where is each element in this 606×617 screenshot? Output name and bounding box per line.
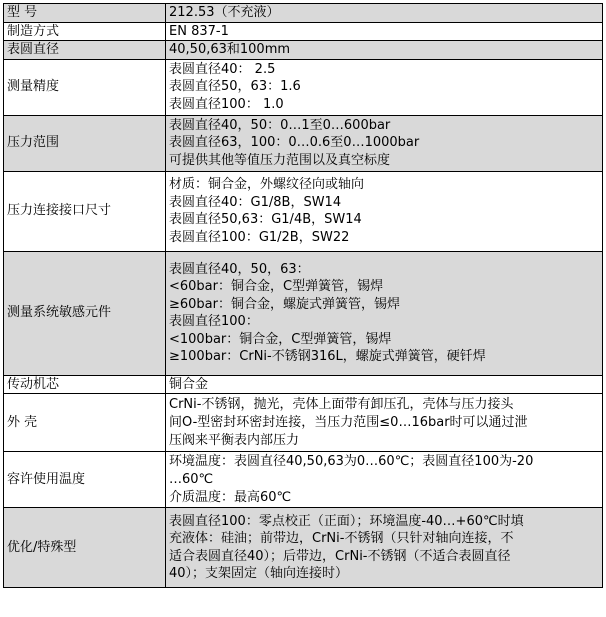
spec-value-line: EN 837-1 <box>169 23 229 39</box>
spec-value-line: …60℃ <box>169 472 214 488</box>
spec-value <box>166 508 603 588</box>
spec-value-line: 压阀来平衡表内部压力 <box>169 432 300 448</box>
spec-value-line: 40,50,63和100mm <box>169 42 291 58</box>
spec-value-line: 表圆直径63，100：0…0.6至0…1000bar <box>169 135 420 151</box>
spec-row <box>4 115 603 171</box>
spec-row <box>4 4 603 23</box>
spec-value-line: CrNi-不锈钢，抛光，壳体上面带有卸压孔，壳体与压力接头 <box>169 397 514 413</box>
spec-value-line: 表圆直径40： 2.5 <box>169 61 276 77</box>
spec-value <box>166 115 603 171</box>
spec-label: 表圆直径 <box>4 41 166 60</box>
spec-table <box>3 3 603 588</box>
spec-value-line: 212.53（不充液） <box>169 5 280 20</box>
spec-value-line: 间O-型密封环密封连接，当压力范围≤0…16bar时可以通过泄 <box>169 415 528 431</box>
spec-row <box>4 251 603 375</box>
spec-value-line: 可提供其他等值压力范围以及真空标度 <box>169 153 391 169</box>
spec-row <box>4 171 603 251</box>
spec-value-line: ≥60bar：铜合金，螺旋式弹簧管，锡焊 <box>169 296 400 312</box>
spec-value <box>166 251 603 375</box>
spec-value <box>166 22 603 41</box>
spec-value-line: 适合表圆直径40）；后带边，CrNi-不锈钢（不适合表圆直径 <box>169 548 511 564</box>
spec-row <box>4 394 603 452</box>
spec-label: 压力连接接口尺寸 <box>4 171 166 251</box>
spec-value-line: 铜合金 <box>169 376 209 392</box>
spec-value-line: 表圆直径100：零点校正（正面）；环境温度-40…+60℃时填 <box>169 513 524 529</box>
spec-label: 传动机芯 <box>4 375 166 394</box>
spec-label: 外 壳 <box>4 394 166 452</box>
spec-label: 容许使用温度 <box>4 452 166 508</box>
spec-value-line: 表圆直径40，50，63： <box>169 261 310 277</box>
spec-value <box>166 394 603 452</box>
spec-value-line: 表圆直径100： 1.0 <box>169 97 284 113</box>
spec-value-line: 介质温度：最高60℃ <box>169 489 292 505</box>
spec-value <box>166 375 603 394</box>
spec-label: 型 号 <box>4 4 166 23</box>
spec-value-line: 表圆直径50,63：G1/4B，SW14 <box>169 212 362 228</box>
spec-value-line: 环境温度：表圆直径40,50,63为0…60℃；表圆直径100为-20 <box>169 454 534 470</box>
spec-value-line: 表圆直径40，50：0…1至0…600bar <box>169 117 391 133</box>
spec-label: 测量系统敏感元件 <box>4 251 166 375</box>
spec-label: 压力范围 <box>4 115 166 171</box>
spec-row <box>4 59 603 115</box>
spec-value <box>166 171 603 251</box>
spec-value <box>166 59 603 115</box>
spec-value-line: 表圆直径100：G1/2B，SW22 <box>169 229 350 245</box>
spec-value-line: 40）；支架固定（轴向连接时） <box>169 566 349 582</box>
spec-row <box>4 375 603 394</box>
spec-value-line: 充液体：硅油；前带边，CrNi-不锈钢（只针对轴向连接，不 <box>169 531 514 547</box>
spec-label: 测量精度 <box>4 59 166 115</box>
spec-row <box>4 452 603 508</box>
spec-table-body <box>4 4 603 588</box>
spec-value <box>166 452 603 508</box>
spec-value-line: 表圆直径100： <box>169 314 259 330</box>
spec-value-line: 表圆直径50，63：1.6 <box>169 79 301 95</box>
spec-label: 制造方式 <box>4 22 166 41</box>
spec-value-line: 表圆直径40：G1/8B，SW14 <box>169 194 342 210</box>
spec-value-line: <100bar：铜合金，C型弹簧管，锡焊 <box>169 331 392 347</box>
spec-row <box>4 41 603 60</box>
spec-value <box>166 4 603 23</box>
spec-row <box>4 508 603 588</box>
spec-value <box>166 41 603 60</box>
spec-label: 优化/特殊型 <box>4 508 166 588</box>
spec-row <box>4 22 603 41</box>
spec-value-line: <60bar：铜合金，C型弹簧管，锡焊 <box>169 279 384 295</box>
spec-value-line: ≥100bar：CrNi-不锈钢316L，螺旋式弹簧管，硬钎焊 <box>169 349 486 365</box>
spec-value-line: 材质：铜合金，外螺纹径向或轴向 <box>169 177 365 193</box>
